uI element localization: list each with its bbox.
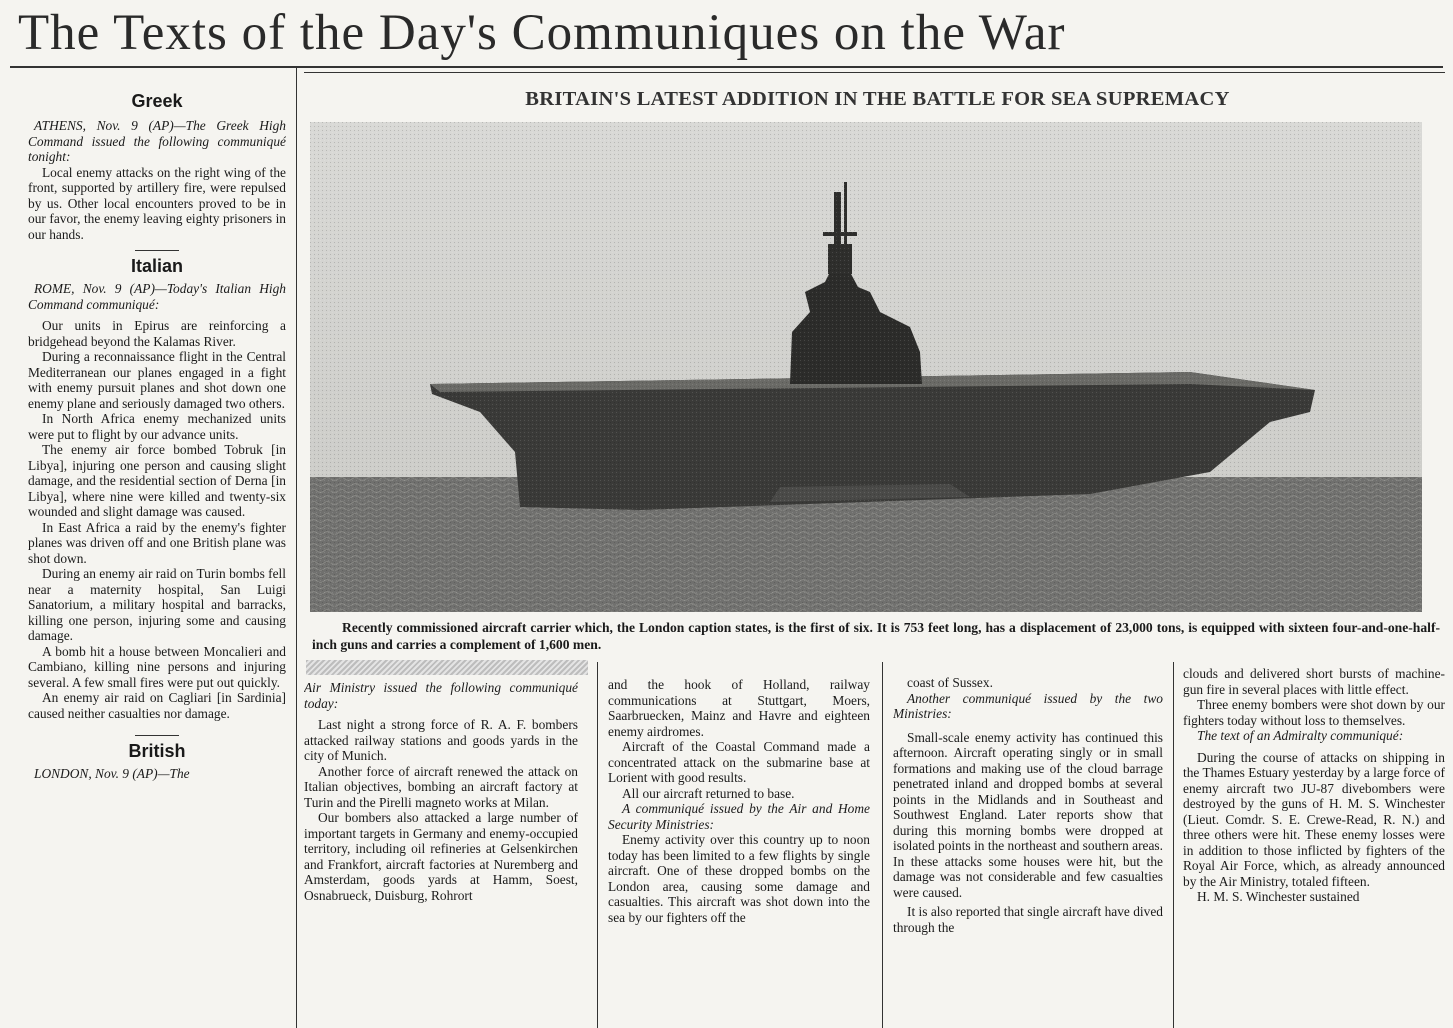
column-rule-2	[882, 662, 883, 1028]
shaded-bar	[306, 660, 588, 675]
carrier-photo-illustration	[310, 122, 1422, 612]
column-paragraph: Three enemy bombers were shot down by our fighters today without loss to themselves.	[1183, 697, 1445, 728]
italian-paragraph: A bomb hit a house between Moncalieri and Cambiano, killing nine persons and injuring several. A few small fires were put out quickly.	[28, 643, 286, 690]
dateline-greek: ATHENS, Nov. 9 (AP)—The Greek High Command issued the following communiqué tonight:	[28, 118, 286, 164]
dateline-british: LONDON, Nov. 9 (AP)—The	[34, 766, 190, 781]
text-column-4	[1183, 666, 1445, 1028]
column-paragraph: It is also reported that single aircraft have dived through the	[893, 904, 1163, 935]
section-divider	[135, 735, 179, 736]
column-paragraph: During the course of attacks on shipping in the Thames Estuary yesterday by a large force of enemy aircraft two JU-87 divebombers were destroyed by the guns of H. M. S. Winchester (Lieut. Comdr. S. E. Crewe-Read, R. N.) and three others were hit. These enemy losses were in addition to those inflicted by fighters of the Royal Air Force, which, as already announced by the Air Ministry, totaled fifteen.	[1183, 749, 1445, 889]
masthead-title: The Texts of the Day's Communiques on the War	[18, 5, 1066, 61]
column-paragraph: and the hook of Holland, railway communications at Stuttgart, Moers, Saarbruecken, Mainz and Havre and eighteen enemy airdromes.	[608, 677, 870, 739]
photo-headline: BRITAIN'S LATEST ADDITION IN THE BATTLE FOR SEA SUPREMACY	[525, 88, 1230, 110]
column-paragraph: Our bombers also attacked a large number of important targets in Germany and enemy-occupied territory, including oil refineries at Gelsenkirchen and Frankfort, aircraft factories at Nuremberg and Amsterdam, goods yards at Hamm, Soest, Osnabrueck, Duisburg, Rohrort	[304, 810, 578, 903]
aircraft-carrier-photo	[310, 122, 1422, 612]
section-divider	[135, 250, 179, 251]
column-paragraph: Last night a strong force of R. A. F. bombers attacked railway stations and goods yards in the city of Munich.	[304, 717, 578, 763]
column-intro: A communiqué issued by the Air and Home Security Ministries:	[608, 801, 870, 832]
column-paragraph: Aircraft of the Coastal Command made a concentrated attack on the submarine base at Lorient with good results.	[608, 739, 870, 785]
photo-frame-rule	[304, 72, 1445, 73]
italian-paragraphs	[28, 318, 286, 721]
left-column-rule	[296, 68, 297, 1028]
italian-paragraph: In North Africa enemy mechanized units were put to flight by our advance units.	[28, 411, 286, 442]
italian-paragraph: In East Africa a raid by the enemy's fighter planes was driven off and one British plane was shot down.	[28, 519, 286, 566]
column-intro: Air Ministry issued the following communiqué today:	[304, 680, 578, 711]
text-column-1	[304, 680, 578, 1028]
italian-paragraph: During a reconnaissance flight in the Central Mediterranean our planes engaged in a fight with enemy pursuit planes and shot down one enemy plane and seriously damaged two others.	[28, 349, 286, 411]
italian-paragraph: During an enemy air raid on Turin bombs fell near a maternity hospital, San Luigi Sanatorium, a military hospital and barracks, killing one person, injuring some and causing damage.	[28, 566, 286, 643]
photo-caption: Recently commissioned aircraft carrier which, the London caption states, is the first of six. It is 753 feet long, has a displacement of 23,000 tons, is equipped with sixteen four-and-one-half-inch guns and carries a complement of 1,600 men.	[312, 620, 1440, 652]
column-rule-3	[1173, 662, 1174, 1028]
column-paragraph: Enemy activity over this country up to noon today has been limited to a few flights by single aircraft. One of these dropped bombs on the London area, causing some damage and casualties. This aircraft was shot down into the sea by our fighters off the	[608, 832, 870, 925]
column-paragraph: Another force of aircraft renewed the attack on Italian objectives, bombing an aircraft factory at Turin and the Pirelli magneto works at Milan.	[304, 763, 578, 810]
left-column	[28, 90, 286, 1028]
section-heading-italian: Italian	[130, 256, 183, 276]
column-paragraph: All our aircraft returned to base.	[622, 785, 795, 801]
italian-paragraph: An enemy air raid on Cagliari [in Sardinia] caused neither casualties nor damage.	[28, 690, 286, 721]
column-paragraph: Small-scale enemy activity has continued this afternoon. Aircraft operating singly or in small formations and making use of the cloud barrage penetrated inland and dropped bombs at several points in the Midlands and in Southeast and Southwest England. Later reports show that during this morning bombs were dropped at isolated points in the northeast and southern areas. In these attacks some houses were hit, but the damage was not considerable and few casualties were caused.	[893, 729, 1163, 900]
text-column-3	[893, 675, 1163, 1028]
column-paragraph: H. M. S. Winchester sustained	[1197, 889, 1360, 904]
section-heading-greek: Greek	[131, 91, 183, 111]
greek-paragraph: Local enemy attacks on the right wing of the front, supported by artillery fire, were repulsed by us. Other local encounters proved to be in our favor, the enemy leaving eighty prisoners in our hands.	[28, 164, 286, 242]
text-column-2	[608, 677, 870, 1028]
column-paragraph: coast of Sussex.	[907, 675, 993, 690]
italian-paragraph: Our units in Epirus are reinforcing a bridgehead beyond the Kalamas River.	[28, 318, 286, 349]
section-heading-british: British	[128, 741, 186, 761]
column-intro: Another communiqué issued by the two Ministries:	[893, 690, 1163, 721]
column-paragraph: clouds and delivered short bursts of machine-gun fire in several places with little effect.	[1183, 666, 1445, 697]
column-rule-1	[597, 662, 598, 1028]
column-intro: The text of an Admiralty communiqué:	[1197, 728, 1404, 743]
italian-paragraph: The enemy air force bombed Tobruk [in Libya], injuring one person and causing slight damage, and the residential section of Derna [in Libya], where nine were killed and twenty-six wounded and slight damage was caused.	[28, 442, 286, 519]
dateline-italian: ROME, Nov. 9 (AP)—Today's Italian High Command communiqué:	[28, 281, 286, 312]
masthead-rule	[10, 66, 1443, 68]
